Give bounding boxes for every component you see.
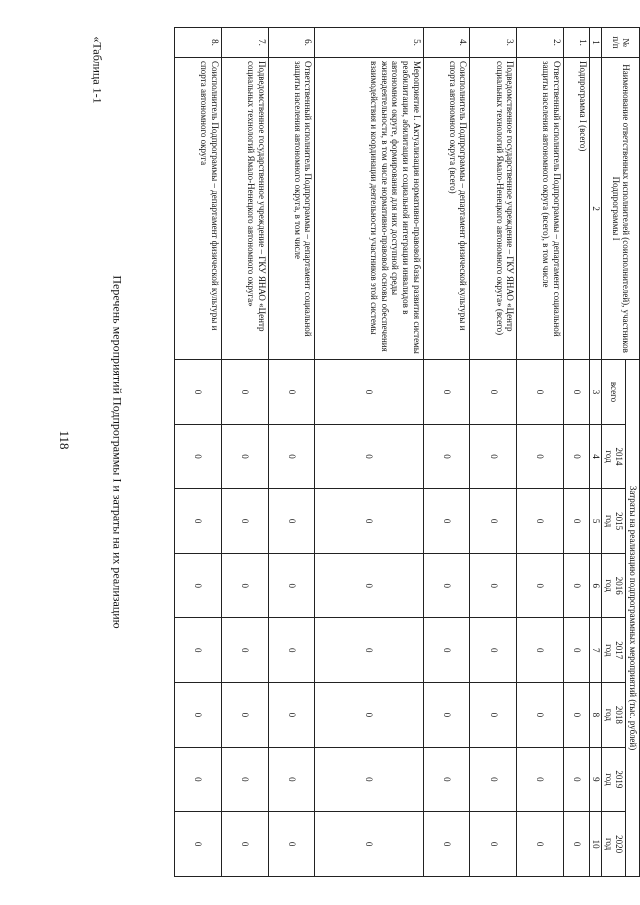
header-name: Наименование ответственных исполнителей (соисполнителей), участников Подпрограммы I [602,57,640,359]
row-index: 3. [470,28,517,58]
row-value: 0 [221,424,268,489]
row-value: 0 [315,489,423,554]
table-row [315,28,423,877]
row-value: 0 [423,553,470,618]
row-value: 0 [470,747,517,812]
table-row [470,28,517,877]
header-year: 2019 год [602,747,626,812]
row-value: 0 [268,424,315,489]
table-container [174,27,640,877]
row-name: Соисполнитель Подпрограммы – департамент физической культуры и спорта автономного округа (всего) [423,57,470,359]
row-value: 0 [268,489,315,554]
header-year: 2018 год [602,683,626,748]
column-number: 3 [590,360,602,425]
column-number: 8 [590,683,602,748]
row-name: Соисполнитель Подпрограммы – департамент физической культуры и спорта автономного округа [175,57,222,359]
row-value: 0 [221,618,268,683]
row-value: 0 [315,683,423,748]
column-number: 7 [590,618,602,683]
header-year: 2016 год [602,553,626,618]
row-index: 5. [315,28,423,58]
row-value: 0 [563,553,589,618]
header-costs-group: Затраты на реализацию подпрограммных мероприятий (тыс. рублей) [626,360,640,877]
row-value: 0 [470,489,517,554]
row-value: 0 [175,360,222,425]
row-value: 0 [221,812,268,877]
row-value: 0 [268,683,315,748]
row-name: Мероприятие I. Актуализация нормативно-правовой базы развития системы реабилитации, абилитации и социальной интеграции инвалидов в автономном округе, формирования для них доступной среды жизнедеятельности, в том числе нормативно-правовой основы обеспечения взаимодействия и координации деятельности участников этой системы [315,57,423,359]
row-value: 0 [221,747,268,812]
column-number: 2 [590,57,602,359]
row-index: 8. [175,28,222,58]
column-number: 9 [590,747,602,812]
row-value: 0 [563,489,589,554]
row-value: 0 [423,489,470,554]
row-value: 0 [470,424,517,489]
column-number: 1 [590,28,602,58]
row-index: 2. [517,28,564,58]
row-value: 0 [517,360,564,425]
column-number: 5 [590,489,602,554]
row-value: 0 [268,360,315,425]
row-value: 0 [268,553,315,618]
row-value: 0 [423,424,470,489]
table-row [268,28,315,877]
header-total: всего [602,360,626,425]
row-index: 4. [423,28,470,58]
row-value: 0 [470,683,517,748]
row-value: 0 [315,553,423,618]
row-value: 0 [175,553,222,618]
row-value: 0 [175,489,222,554]
row-value: 0 [221,683,268,748]
header-year: 2017 год [602,618,626,683]
table-row [423,28,470,877]
row-value: 0 [517,489,564,554]
row-index: 6. [268,28,315,58]
row-value: 0 [268,618,315,683]
row-value: 0 [268,747,315,812]
row-value: 0 [423,812,470,877]
row-value: 0 [470,553,517,618]
row-value: 0 [315,812,423,877]
row-value: 0 [517,812,564,877]
row-value: 0 [315,747,423,812]
row-value: 0 [221,360,268,425]
table-label: «Таблица 1-1 [90,36,105,104]
row-name: Подпрограмма I (всего) [563,57,589,359]
row-name: Подведомственное государственное учреждение – ГКУ ЯНАО «Центр социальных технологий Ямало-Ненецкого автономного округа» [221,57,268,359]
row-value: 0 [517,553,564,618]
page-number: 118 [57,430,72,450]
row-value: 0 [175,618,222,683]
header-year: 2020 год [602,812,626,877]
row-value: 0 [315,360,423,425]
costs-table [174,27,640,877]
row-value: 0 [563,812,589,877]
row-value: 0 [423,747,470,812]
table-row [517,28,564,877]
row-value: 0 [563,683,589,748]
row-name: Ответственный исполнитель Подпрограммы – департамент социальной защиты населения автономного округа (всего), в том числе [517,57,564,359]
row-value: 0 [563,618,589,683]
table-row [563,28,589,877]
row-value: 0 [517,683,564,748]
row-value: 0 [268,812,315,877]
column-number: 6 [590,553,602,618]
row-value: 0 [563,360,589,425]
row-value: 0 [423,618,470,683]
row-value: 0 [563,424,589,489]
table-body [175,28,590,877]
row-index: 7. [221,28,268,58]
row-value: 0 [221,489,268,554]
row-index: 1. [563,28,589,58]
row-name: Ответственный исполнитель Подпрограммы – департамент социальной защиты населения автономного округа, в том числе [268,57,315,359]
row-value: 0 [423,360,470,425]
header-year: 2015 год [602,489,626,554]
row-value: 0 [517,747,564,812]
row-value: 0 [563,747,589,812]
row-value: 0 [175,812,222,877]
row-value: 0 [470,812,517,877]
row-value: 0 [517,424,564,489]
document-title: Перечень мероприятий Подпрограммы I и затраты на их реализацию [110,275,125,629]
row-value: 0 [175,424,222,489]
row-value: 0 [470,618,517,683]
table-row [221,28,268,877]
table-row [175,28,222,877]
header-idx: № п/п [602,28,640,58]
header-year: 2014 год [602,424,626,489]
row-value: 0 [315,618,423,683]
row-value: 0 [175,683,222,748]
row-value: 0 [221,553,268,618]
row-value: 0 [470,360,517,425]
column-number: 4 [590,424,602,489]
row-value: 0 [517,618,564,683]
column-number: 10 [590,812,602,877]
row-value: 0 [315,424,423,489]
row-name: Подведомственное государственное учреждение – ГКУ ЯНАО «Центр социальных технологий Ямало-Ненецкого автономного округа» (всего) [470,57,517,359]
row-value: 0 [175,747,222,812]
row-value: 0 [423,683,470,748]
